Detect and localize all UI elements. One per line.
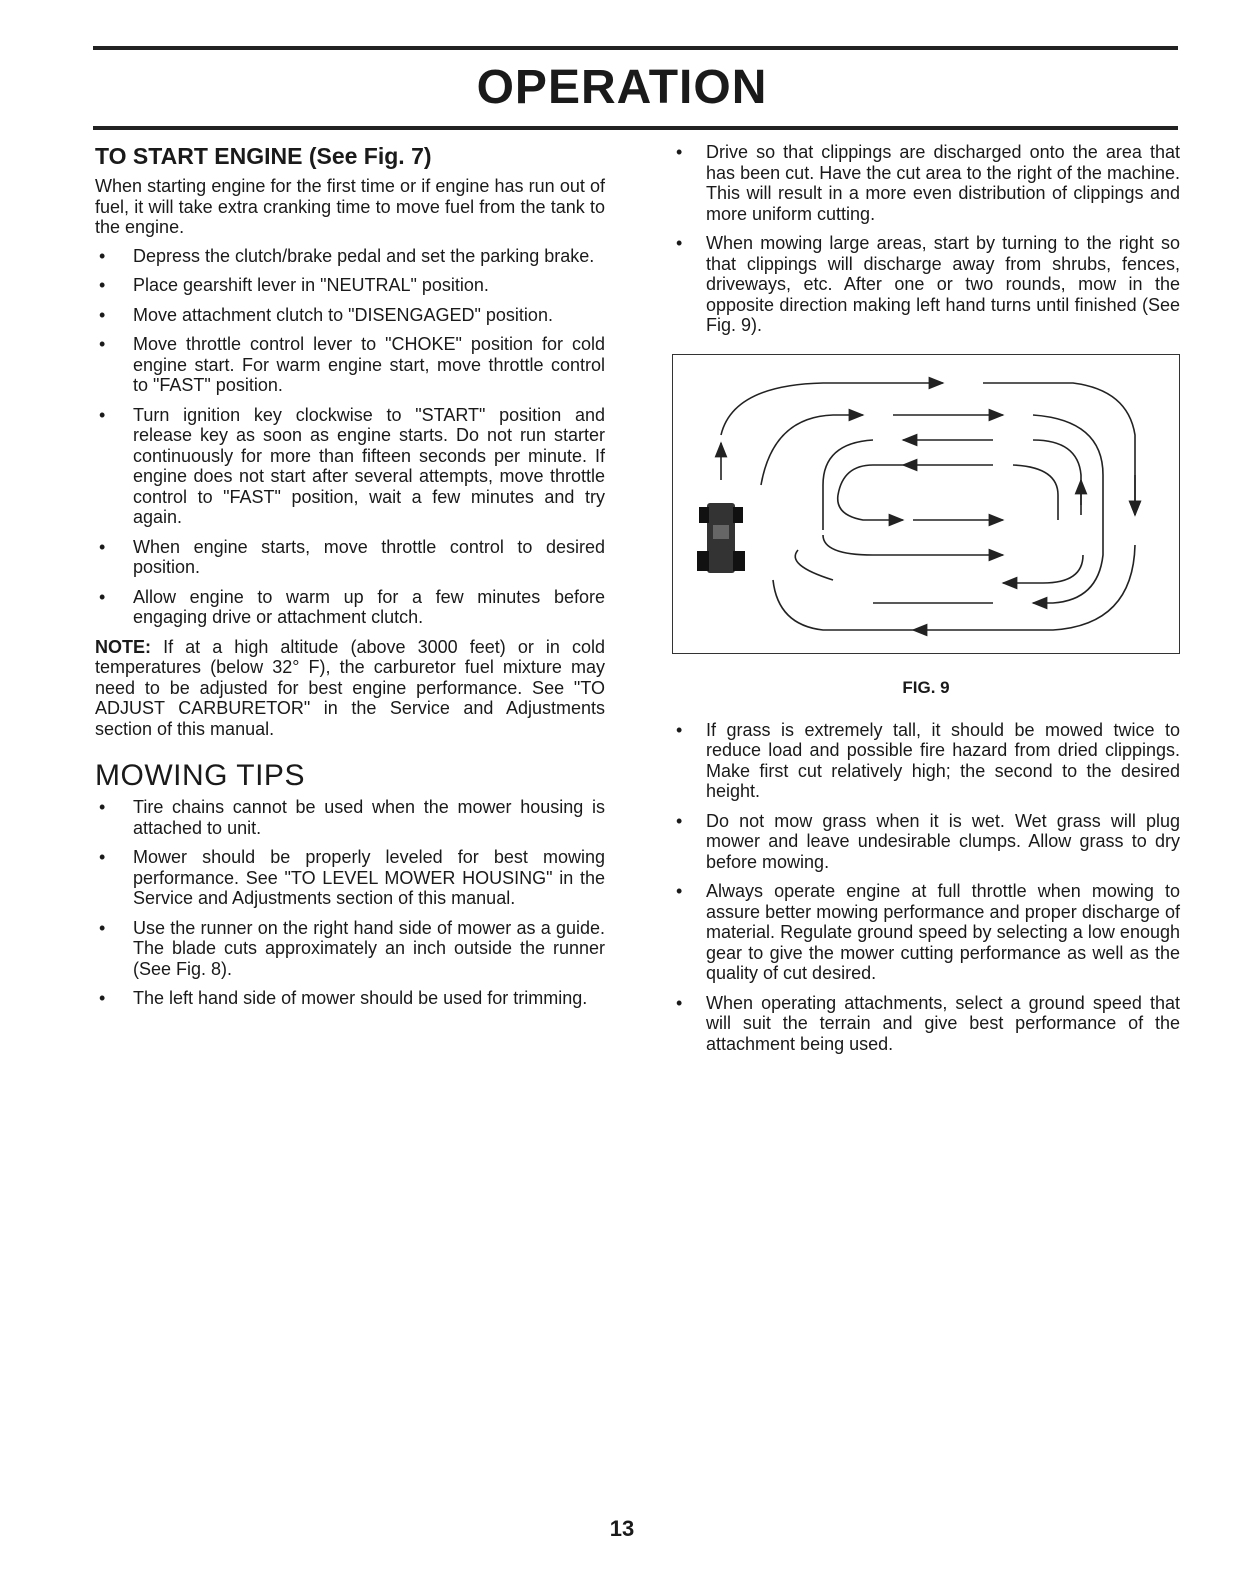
start-engine-steps [95,246,605,628]
list-item: • Depress the clutch/brake pedal and set the parking brake. [99,245,595,266]
list-item: • Allow engine to warm up for a few minutes before engaging drive or attachment clutch. [99,586,605,627]
note-text: If at a high altitude (above 3000 feet) or in cold temperatures (below 32° F), the carburetor fuel mixture may need to be adjusted for best engine performance. See "TO ADJUST CARBURETOR" in the Service and Adjustments section of this manual. [95,636,605,739]
list-item: • If grass is extremely tall, it should be mowed twice to reduce load and possible fire hazard from dried clippings. Make first cut relatively high; the second to the desired height. [676,719,1180,801]
list-item: • When operating attachments, select a ground speed that will suit the terrain and give best performance of the attachment being used. [676,992,1180,1054]
inner-path [1013,465,1058,520]
list-item: • When mowing large areas, start by turning to the right so that clippings will discharge away from shrubs, fences, driveways, etc. After one or two rounds, mow in the opposite direction making left hand turns until finished (See Fig. 9). [676,233,1180,335]
list-item: • Place gearshift lever in "NEUTRAL" position. [99,275,489,295]
fig-9-mowing-pattern-diagram [672,354,1180,654]
list-item: • Move attachment clutch to "DISENGAGED" position. [99,304,553,325]
loop-3-path [1033,440,1081,515]
mowing-tips-continued [672,142,1180,336]
list-item: • Use the runner on the right hand side of mower as a guide. The blade cuts approximately an inch outside the runner (See Fig. 8). [99,917,605,979]
note-label: NOTE: [95,636,151,657]
loop-3-path [823,440,873,530]
fig-9-caption: FIG. 9 [902,677,950,697]
mowing-tips-heading: MOWING TIPS [95,759,305,792]
left-column [95,142,605,1018]
mowing-tips-list [95,797,605,1009]
page-title: OPERATION [476,61,768,114]
loop-3-path [1003,555,1083,583]
mowing-tips-more [672,720,1180,1055]
loop-2-path [1033,415,1103,603]
list-item: • Move throttle control lever to "CHOKE" position for cold engine start. For warm engine start, move throttle control to "FAST" position. [99,334,605,395]
list-item: • Always operate engine at full throttle when mowing to assure better mowing performance and proper discharge of material. Regulate ground speed by selecting a low enough gear to give the mower cutting performance as well as the quality of cut desired. [676,881,1180,983]
outer-path [773,580,913,630]
mowing-pattern-svg [673,355,1181,655]
page-number: 13 [609,1516,635,1541]
start-engine-note [95,637,605,740]
inner-path [795,550,833,580]
right-column [672,142,1180,1063]
start-engine-heading: TO START ENGINE (See Fig. 7) [95,143,432,169]
header-rule-bottom [93,126,1178,130]
outer-path [983,383,1135,515]
outer-path [913,545,1135,630]
list-item: • The left hand side of mower should be used for trimming. [99,988,588,1008]
list-item: • Tire chains cannot be used when the mower housing is attached to unit. [99,797,605,838]
list-item: • Drive so that clippings are discharged onto the area that has been cut. Have the cut area to the right of the machine. This will result in a more even distribution of clippings and more uniform cutting. [676,142,1180,224]
header-rule-top [93,46,1178,50]
list-item: • Mower should be properly leveled for best mowing performance. See "TO LEVEL MOWER HOUSING" in the Service and Adjustments section of this manual. [99,847,605,908]
outer-path [721,383,943,435]
tractor-icon [697,503,745,573]
inner-path [838,465,903,495]
start-engine-intro: When starting engine for the first time or if engine has run out of fuel, it will take extra cranking time to move fuel from the tank to the engine. [95,176,605,237]
inner-path [838,495,903,520]
list-item: • When engine starts, move throttle control to desired position. [99,536,605,577]
list-item: • Do not mow grass when it is wet. Wet grass will plug mower and leave undesirable clumps. Allow grass to dry before mowing. [676,810,1180,872]
list-item: • Turn ignition key clockwise to "START" position and release key as soon as engine starts. Do not run starter continuously for more than fifteen seconds per minute. If engine does not start after several attempts, move throttle control to "FAST" position, wait a few minutes and try again. [99,404,605,527]
inner-path [823,535,1003,555]
